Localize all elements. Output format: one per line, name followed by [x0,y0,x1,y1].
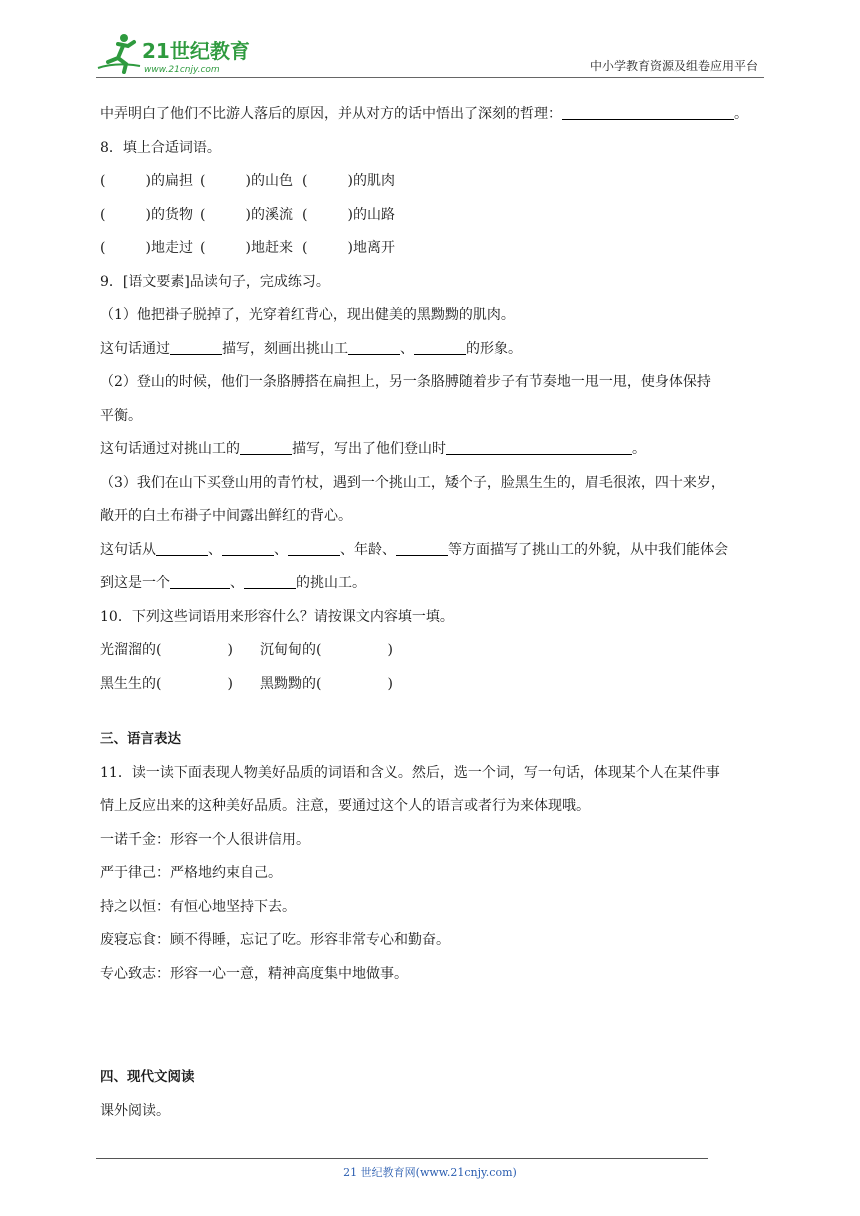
definition-2: 严于律己：严格地约束自己。 [100,865,282,881]
definition-4: 废寝忘食：顾不得睡，忘记了吃。形容非常专心和勤奋。 [100,932,450,948]
q9-a1: 这句话通过 描写，刻画出挑山工 、 的形象。 [100,333,764,367]
definition-3: 持之以恒：有恒心地坚持下去。 [100,898,296,915]
q8-item: 地走过 [150,240,193,256]
q11-line-2: 情上反应出来的这种美好品质。注意，要通过这个人的语言或者行为来体现哦。 [100,798,590,814]
q10-item: 沉甸甸的( [260,642,322,658]
answer-blank[interactable] [414,338,466,355]
q8-item: 的溪流 [250,206,293,223]
answer-blank[interactable] [240,438,292,455]
answer-blank[interactable] [348,338,400,355]
q11-line-1: 11．读一读下面表现人物美好品质的词语和含义。然后，选一个词，写一句话，体现某个人在某件事 [100,764,720,781]
q8-row-3: ( )地走过 ( )地赶来 ( )地离开 [100,240,395,256]
footer-divider [96,1158,708,1159]
q7-tail-end: 。 [734,106,748,122]
answer-blank[interactable] [156,539,208,556]
logo-main-text: 21世纪教育 [142,39,250,63]
definition-1: 一诺千金：形容一个人很讲信用。 [100,831,310,848]
answer-blank[interactable] [396,539,448,556]
q8-row-1: ( )的扁担 ( )的山色 ( )的肌肉 [100,173,395,189]
q9-s2b: 平衡。 [100,407,142,424]
answer-blank[interactable] [288,539,340,556]
answer-blank[interactable] [222,539,274,556]
footer-text[interactable]: 21 世纪教育网(www.21cnjy.com) [343,1166,517,1179]
q8-item: 的肌肉 [352,173,395,189]
q8-title: 8．填上合适词语。 [100,139,221,156]
page-header [96,30,764,78]
q10-row-1: 光溜溜的( ) 沉甸甸的( ) [100,642,393,658]
q10-row-2: 黑生生的( ) 黑黝黝的( ) [100,675,393,692]
q9-s3b: 敞开的白土布褂子中间露出鲜红的背心。 [100,508,352,524]
q9-s2a: （2）登山的时候，他们一条胳膊搭在扁担上，另一条胳膊随着步子有节奏地一甩一甩，使身体保持 [100,374,711,390]
runner-logo-icon [96,32,266,76]
q8-row-2: ( )的货物 ( )的溪流 ( )的山路 [100,206,395,223]
q8-item: 地离开 [352,240,395,256]
answer-blank[interactable] [170,338,222,355]
q9-a3a: 这句话从 、 、 、年龄、 等方面描写了挑山工的外貌，从中我们能体会 [100,534,764,568]
q10-title: 10．下列这些词语用来形容什么？请按课文内容填一填。 [100,608,454,625]
section4-title: 四、现代文阅读 [100,1069,195,1085]
q10-item: 黑黝黝的( [260,675,322,692]
definition-5: 专心致志：形容一心一意，精神高度集中地做事。 [100,965,408,982]
q9-s3a: （3）我们在山下买登山用的青竹杖，遇到一个挑山工，矮个子，脸黑生生的，眉毛很浓，四十来岁， [100,474,725,491]
section4-sub: 课外阅读。 [100,1102,170,1119]
answer-blank[interactable] [170,572,230,589]
q8-item: 的扁担 [150,173,193,189]
platform-label: 中小学教育资源及组卷应用平台 [589,59,758,73]
q8-item: 的山路 [352,206,395,223]
q9-s1: （1）他把褂子脱掉了，光穿着红背心，现出健美的黑黝黝的肌肉。 [100,307,515,323]
q8-item: 的山色 [250,173,293,189]
q8-item: 的货物 [150,206,193,223]
q10-item: 光溜溜的( [100,642,162,658]
q10-item: 黑生生的( [100,675,162,692]
q8-item: 地赶来 [250,240,293,256]
logo-sub-text: www.21cnjy.com [144,65,220,75]
q9-a2: 这句话通过对挑山工的 描写，写出了他们登山时 。 [100,433,764,467]
answer-blank[interactable] [244,572,296,589]
q7-tail-text: 中弄明白了他们不比游人落后的原因，并从对方的话中悟出了深刻的哲理： [100,106,562,122]
answer-blank[interactable] [446,438,632,455]
q9-a3b: 到这是一个 、 的挑山工。 [100,567,764,601]
document-body [100,98,764,1128]
q7-tail-line [100,98,764,132]
section3-title: 三、语言表达 [100,731,181,747]
logo [96,32,266,76]
answer-blank[interactable] [562,103,734,120]
q9-title: 9．[语文要素]品读句子，完成练习。 [100,273,330,290]
